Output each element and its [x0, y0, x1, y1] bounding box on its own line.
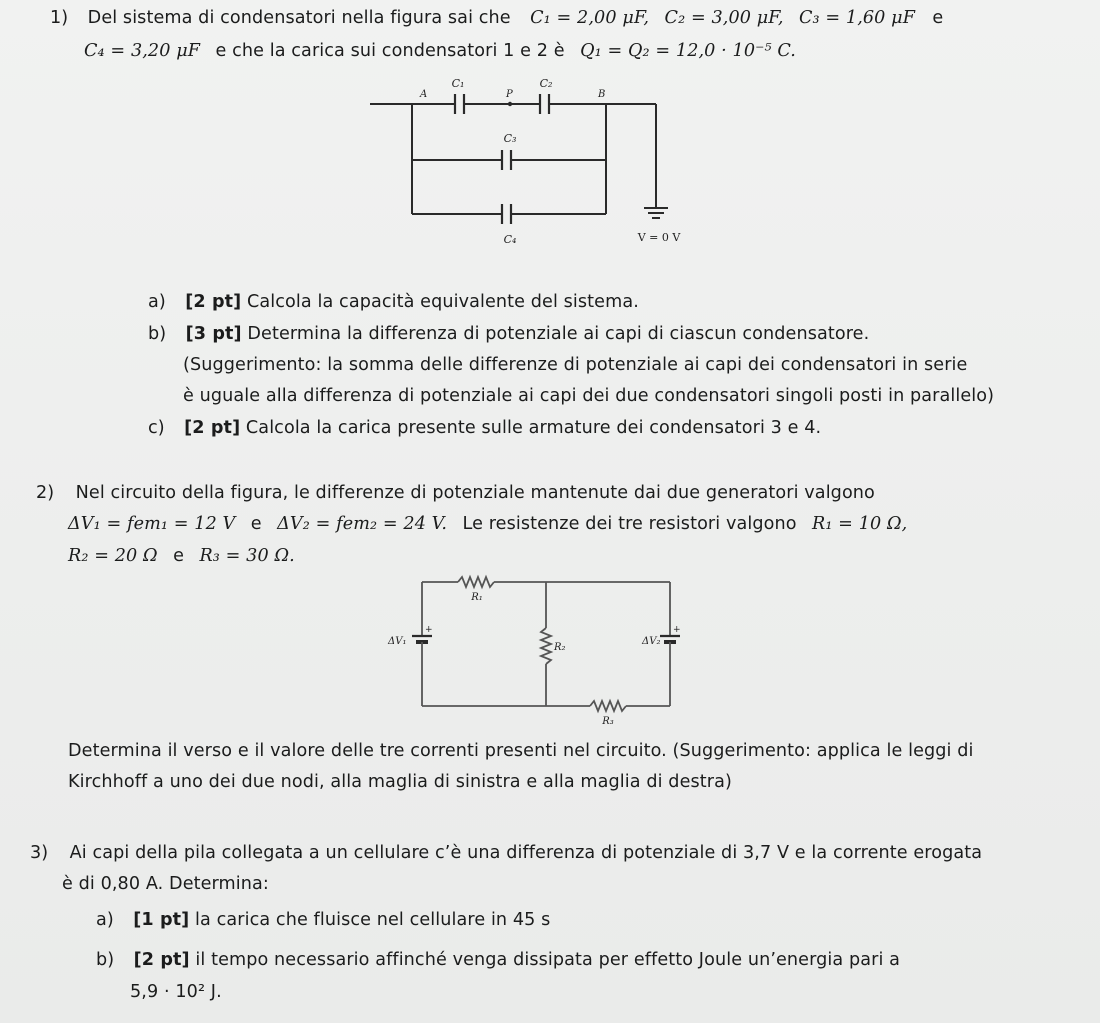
part-c-text: Calcola la carica presente sulle armature dei condensatori 3 e 4. [245, 418, 822, 438]
v1-equation: ΔV₁ = fem₁ = 12 V [68, 514, 236, 534]
problem-1-part-c [148, 418, 821, 438]
problem-3-number: 3) [30, 843, 49, 863]
problem-2-intro-b: Le resistenze dei tre resistori valgono [462, 514, 797, 534]
label-dv1: ΔV₁ [388, 636, 407, 647]
conjunction-e-3: e [173, 546, 185, 566]
label-r3: R₃ [602, 716, 614, 727]
r2-equation: R₂ = 20 Ω [68, 546, 158, 566]
problem-2-line-3 [68, 546, 295, 566]
problem-1-number: 1) [50, 8, 69, 28]
v2-plus: + [673, 625, 681, 635]
label-c4: C₄ [503, 233, 517, 246]
problem-2-line-2 [68, 514, 907, 534]
problem-3-part-b [96, 950, 900, 970]
problem-2-number: 2) [36, 483, 55, 503]
problem-2-intro-a: Nel circuito della figura, le differenze di potenziale mantenute dai due generatori valgono [75, 483, 875, 503]
v1-plus: + [425, 625, 433, 635]
label-c2: C₂ [539, 77, 553, 90]
p3-part-b-label: b) [96, 950, 115, 970]
conjunction-e-2: e [250, 514, 262, 534]
conjunction-e: e [932, 8, 944, 28]
part-b-text: Determina la differenza di potenziale ai capi di ciascun condensatore. [247, 324, 870, 344]
v2-equation: ΔV₂ = fem₂ = 24 V. [277, 514, 448, 534]
label-c1: C₁ [451, 77, 465, 90]
part-a-text: Calcola la capacità equivalente del sistema. [247, 292, 639, 312]
problem-3-intro-1: Ai capi della pila collegata a un cellulare c’è una differenza di potenziale di 3,7 V e la corrente erogata [69, 843, 983, 863]
problem-3-part-a [96, 910, 550, 930]
label-p: P [506, 89, 513, 100]
problem-1-intro-b: e che la carica sui condensatori 1 e 2 è [215, 41, 565, 61]
r1-equation: R₁ = 10 Ω, [811, 514, 908, 534]
part-c-label: c) [148, 418, 165, 438]
label-r2: R₂ [554, 642, 566, 653]
label-dv2: ΔV₂ [642, 636, 661, 647]
resistor-circuit-diagram [388, 570, 700, 730]
part-c-points: [2 pt] [184, 418, 241, 438]
problem-2-task-2: Kirchhoff a uno dei due nodi, alla maglia di sinistra e alla maglia di destra) [68, 772, 732, 792]
node-p-dot [508, 102, 512, 106]
label-ground-voltage: V = 0 V [637, 231, 681, 244]
part-a-label: a) [148, 292, 166, 312]
p3-part-a-points: [1 pt] [133, 910, 190, 930]
problem-1-part-b-hint-2: è uguale alla differenza di potenziale ai capi dei due condensatori singoli posti in parallelo) [183, 386, 995, 406]
p3-part-b-points: [2 pt] [133, 950, 190, 970]
problem-1-intro-a: Del sistema di condensatori nella figura sai che [87, 8, 511, 28]
problem-2-task-1: Determina il verso e il valore delle tre correnti presenti nel circuito. (Suggerimento: applica le leggi di [68, 741, 974, 761]
charge-equation: Q₁ = Q₂ = 12,0 · 10⁻⁵ C. [580, 41, 796, 61]
part-a-points: [2 pt] [185, 292, 242, 312]
problem-2-line-1 [36, 483, 875, 503]
problem-1-part-b [148, 324, 869, 344]
c3-equation: C₃ = 1,60 μF [798, 8, 916, 28]
label-b: B [598, 89, 606, 100]
problem-3-part-b-value: 5,9 · 10² J. [130, 982, 222, 1002]
capacitor-circuit-diagram [360, 74, 690, 264]
label-c3: C₃ [503, 132, 517, 145]
r3-equation: R₃ = 30 Ω. [199, 546, 295, 566]
problem-1-line-2 [84, 41, 796, 61]
c2-equation: C₂ = 3,00 μF, [664, 8, 784, 28]
part-b-label: b) [148, 324, 167, 344]
problem-1-part-a [148, 292, 639, 312]
c4-equation: C₄ = 3,20 μF [84, 41, 201, 61]
c1-equation: C₁ = 2,00 μF, [530, 8, 650, 28]
problem-1-part-b-hint-1: (Suggerimento: la somma delle differenze di potenziale ai capi dei condensatori in serie [183, 355, 968, 375]
label-a: A [420, 89, 428, 100]
problem-3-line-1 [30, 843, 982, 863]
label-r1: R₁ [471, 592, 483, 603]
p3-part-a-label: a) [96, 910, 114, 930]
problem-1-line-1 [50, 8, 943, 28]
part-b-points: [3 pt] [185, 324, 242, 344]
problem-3-line-2: è di 0,80 A. Determina: [62, 874, 269, 894]
p3-part-b-text: il tempo necessario affinché venga dissipata per effetto Joule un’energia pari a [195, 950, 901, 970]
p3-part-a-text: la carica che fluisce nel cellulare in 45 s [195, 910, 551, 930]
